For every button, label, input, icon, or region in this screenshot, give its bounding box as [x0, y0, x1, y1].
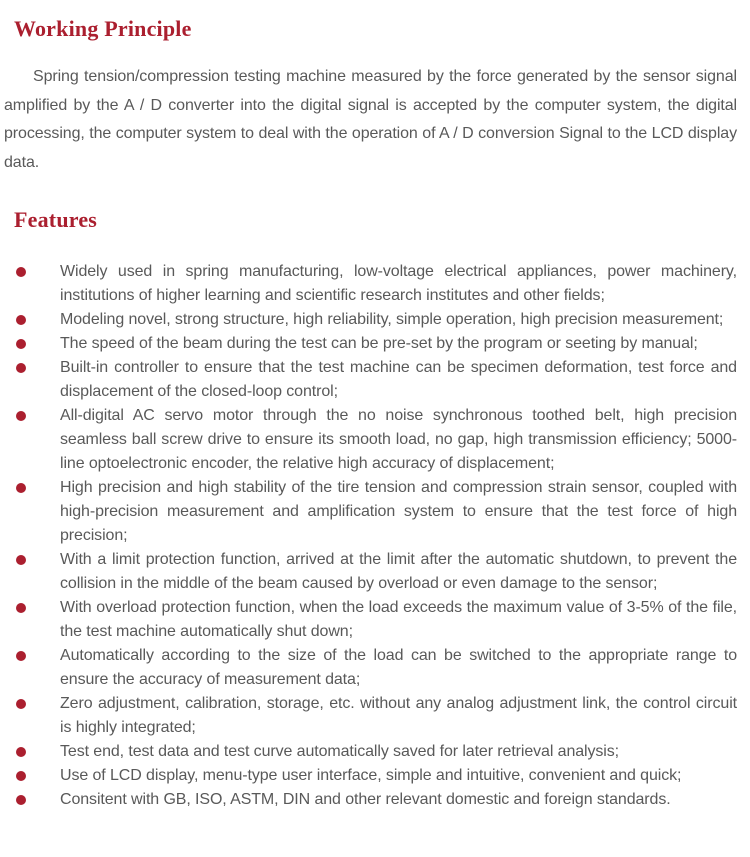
working-principle-heading: Working Principle: [14, 16, 192, 41]
list-item: [0, 764, 737, 788]
feature-text: Zero adjustment, calibration, storage, etc. without any analog adjustment link, the control circuit is highly integrated;: [60, 695, 737, 736]
list-item: [0, 332, 737, 356]
list-item: [0, 788, 737, 812]
bullet-icon: [16, 411, 26, 421]
feature-text: Use of LCD display, menu-type user interface, simple and intuitive, convenient and quick;: [60, 767, 682, 784]
feature-text: Test end, test data and test curve automatically saved for later retrieval analysis;: [60, 743, 619, 760]
list-item: [0, 692, 737, 740]
feature-text: The speed of the beam during the test can be pre-set by the program or seeting by manual;: [60, 335, 698, 352]
bullet-icon: [16, 795, 26, 805]
bullet-icon: [16, 699, 26, 709]
working-principle-paragraph: Spring tension/compression testing machine measured by the force generated by the sensor signal amplified by the A / D converter into the digital signal is accepted by the computer system, the digital processing, the computer system to deal with the operation of A / D conversion Signal to the LCD display data.: [4, 68, 737, 171]
feature-text: High precision and high stability of the tire tension and compression strain sensor, coupled with high-precision measurement and amplification system to ensure that the test force of high precision;: [60, 479, 737, 544]
list-item: [0, 404, 737, 476]
list-item: [0, 356, 737, 404]
list-item: [0, 596, 737, 644]
feature-text: Built-in controller to ensure that the test machine can be specimen deformation, test force and displacement of the closed-loop control;: [60, 359, 737, 400]
features-list: [0, 260, 737, 812]
bullet-icon: [16, 771, 26, 781]
bullet-icon: [16, 315, 26, 325]
bullet-icon: [16, 363, 26, 373]
bullet-icon: [16, 603, 26, 613]
list-item: [0, 644, 737, 692]
feature-text: Automatically according to the size of the load can be switched to the appropriate range to ensure the accuracy of measurement data;: [60, 647, 737, 688]
list-item: [0, 548, 737, 596]
list-item: [0, 740, 737, 764]
list-item: [0, 260, 737, 308]
feature-text: With overload protection function, when the load exceeds the maximum value of 3-5% of the file, the test machine automatically shut down;: [60, 599, 737, 640]
list-item: [0, 476, 737, 548]
feature-text: Modeling novel, strong structure, high reliability, simple operation, high precision measurement;: [60, 311, 724, 328]
features-heading: Features: [14, 207, 98, 232]
feature-text: All-digital AC servo motor through the no noise synchronous toothed belt, high precision seamless ball screw drive to ensure its smooth load, no gap, high transmission efficiency; 5000-line optoelectronic encoder, the relative high accuracy of displacement;: [60, 407, 737, 472]
bullet-icon: [16, 555, 26, 565]
feature-text: Consitent with GB, ISO, ASTM, DIN and other relevant domestic and foreign standards.: [60, 791, 671, 808]
bullet-icon: [16, 339, 26, 349]
bullet-icon: [16, 747, 26, 757]
list-item: [0, 308, 737, 332]
bullet-icon: [16, 267, 26, 277]
feature-text: With a limit protection function, arrived at the limit after the automatic shutdown, to prevent the collision in the middle of the beam caused by overload or even damage to the sensor;: [60, 551, 737, 592]
bullet-icon: [16, 651, 26, 661]
bullet-icon: [16, 483, 26, 493]
feature-text: Widely used in spring manufacturing, low-voltage electrical appliances, power machinery, institutions of higher learning and scientific research institutes and other fields;: [60, 263, 737, 304]
